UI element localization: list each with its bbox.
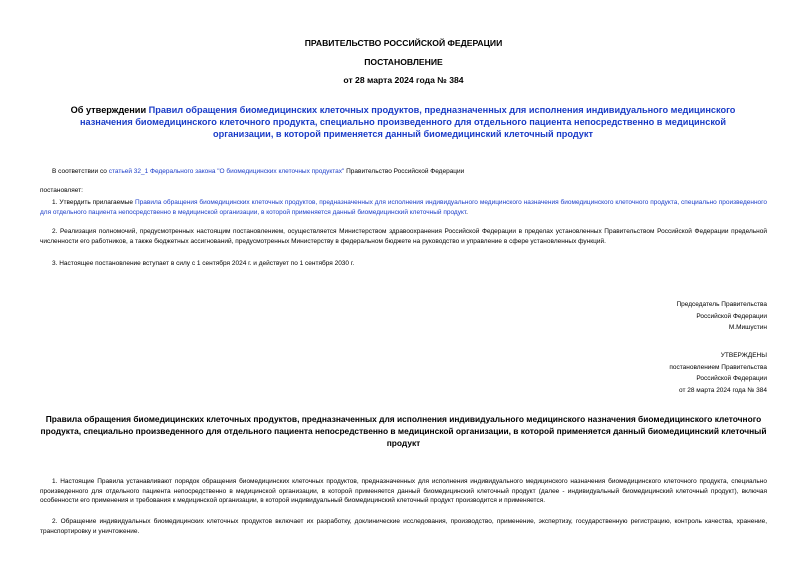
approval-block [567,350,767,396]
law-article-link[interactable]: статьей 32_1 Федерального закона "О биомедицинских клеточных продуктах" [108,168,345,175]
preamble-paragraph [40,167,767,177]
signature-name: М.Мишустин [728,324,767,331]
rule-2-paragraph: 2. Обращение индивидуальных биомедицинских клеточных продуктов включает их разработку, доклинические исследования, производство, применение, экспертизу, государственную регистрацию, контроль качества, хранение, транспортировку и уничтожение. [40,518,767,535]
signature-block [567,299,767,334]
resolution-title [58,104,748,140]
rule-1-paragraph: 1. Настоящие Правила устанавливают порядок обращения биомедицинских клеточных продуктов, предназначенных для исполнения индивидуального медицинского назначения биомедицинского клеточного продукта, специально произведенного для отдельного пациента непосредственно в медицинской организации, в которой применяется данный биомедицинский клеточный продукт (далее - индивидуальный биомедицинский клеточный продукт), включая особенности его применения и требования к медицинской организации, в которой индивидуальный биомедицинский клеточный продукт производится и применяется. [40,478,767,504]
item-3-paragraph: 3. Настоящее постановление вступает в силу с 1 сентября 2024 г. и действует по 1 сентября 2030 г. [52,260,355,267]
item-1-rules-link[interactable]: Правила обращения биомедицинских клеточных продуктов, предназначенных для исполнения индивидуального медицинского назначения биомедицинского клеточного продукта, специально произведенного для отдельного пациента непосредственно в медицинской организации, в которой применяется данный биомедицинский клеточный продукт [40,199,767,216]
date-number-heading: от 28 марта 2024 года № 384 [343,75,464,85]
item-2-paragraph: 2. Реализация полномочий, предусмотренных настоящим постановлением, осуществляется Министерством здравоохранения Российской Федерации в пределах установленных Правительством Российской Федерации предельной численности его работников, а также бюджетных ассигнований, предусмотренных Министерству в федеральном бюджете на руководство и управление в сфере установленных функций. [40,228,767,245]
decides-text: постановляет: [40,187,83,194]
item-1-suffix: . [466,208,468,216]
title-rules-link[interactable]: Правил обращения биомедицинских клеточных продуктов, предназначенных для исполнения индивидуального медицинского назначения биомедицинского клеточного продукта, специально произведенного для отдельного пациента непосредственно в медицинской организации, в которой применяется данный биомедицинский клеточный продукт [79,105,736,139]
preamble-suffix: Правительство Российской Федерации [344,168,465,175]
title-prefix: Об утверждении [70,105,149,115]
approved-by: постановлением Правительства [669,363,767,371]
document-type-heading: ПОСТАНОВЛЕНИЕ [364,57,443,67]
government-heading: ПРАВИТЕЛЬСТВО РОССИЙСКОЙ ФЕДЕРАЦИИ [304,38,503,48]
signature-position: Председатель Правительства [676,301,767,308]
item-1-prefix: 1. Утвердить прилагаемые [52,199,135,206]
approved-date: от 28 марта 2024 года № 384 [679,386,767,394]
item-1-paragraph [40,198,767,217]
signature-country: Российской Федерации [696,312,767,320]
rules-title: Правила обращения биомедицинских клеточных продуктов, предназначенных для исполнения индивидуального медицинского назначения биомедицинского клеточного продукта, специально произведенного для отдельного пациента непосредственно в медицинской организации, в которой применяется данный биомедицинский клеточный продукт [40,414,767,448]
preamble-prefix: В соответствии со [52,168,109,175]
approved-label: УТВЕРЖДЕНЫ [720,352,767,359]
approved-country: Российской Федерации [696,375,767,382]
